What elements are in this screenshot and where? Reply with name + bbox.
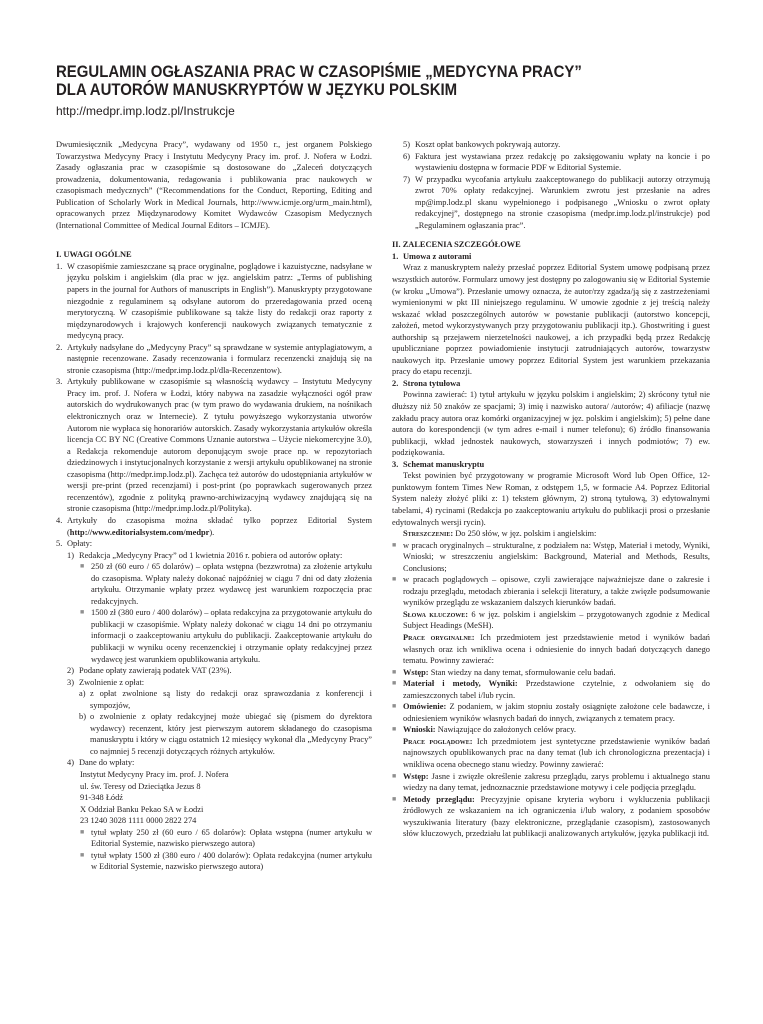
right-column (392, 139, 710, 840)
square-bullet-icon: ■ (392, 794, 397, 803)
square-bullet-icon: ■ (392, 575, 397, 584)
square-bullet-icon: ■ (80, 827, 85, 836)
square-bullet-icon: ■ (392, 540, 397, 549)
manuscript-paragraph: Tekst powinien być przygotowany w programie Microsoft Word lub Open Office, 12-punktowym fontem Times New Roman, z odstępem 1,5, w formacie A4. Poprzez Editorial System należy złożyć pliki z: 1) tekstem głównym, 2) stroną tytułową, 3) edytowalnymi tabelami, 4) rycinami (Redakcja po zaakceptowaniu artykułu do publikacji prosi o przesłanie edytowalnych wersji rycin). (392, 471, 710, 527)
subsection-heading: 1. Umowa z autorami (392, 251, 472, 261)
list-item: 2. Artykuły nadsyłane do „Medycyny Pracy” są sprawdzane w systemie antyplagiatowym, a następnie recenzowane. Zasady recenzowania i formularz recenzencki znajdują się na stronie czasopisma (http://medpr.imp.lodz.pl/dla-Recenzentow). (56, 342, 372, 375)
contract-paragraph: Wraz z manuskryptem należy przesłać poprzez Editorial System umowę podpisaną przez wszystkich autorów. Formularz umowy jest dostępny po zalogowaniu się w Editorial Systemie (w kroku „Umowa”). Przesłanie umowy oznacza, że autor/rzy zgadza/ją się z zastrzeżeniami wymienionymi w pkt III niniejszego regulaminu. W umowie zgodnie z jej treścią należy wskazać wkład poszczególnych autorów w powstanie publikacji (autorstwo koncepcji, założeń, metod wykorzystywanych przy przygotowaniu publikacji itp.). Ghostwriting i guest authorship są przejawem nierzetelności naukowej, a ich przypadki będą przez Redakcję upubliczniane poprzez powiadomienie instytucji zatrudniających autorów, towarzystw naukowych itp. Przesłanie umowy poprzez Editorial System jest warunkiem przekazania pracy do etapu recenzji. (392, 263, 710, 377)
square-bullet-icon: ■ (392, 702, 397, 711)
title-page-paragraph: Powinna zawierać: 1) tytuł artykułu w języku polskim i angielskim; 2) skrócony tytuł nie dłuższy niż 50 znaków ze spacjami; 3) imię i nazwisko autora/ /autorów; 4) afiliacje (nazwę zakładu pracy autora oraz komórki organizacyjnej w jęz. polskim i angielskim); 5) pełne dane autora do korespondencji (w tym adres e-mail i numer telefonu); 6) źródło finansowania publikacji, wkład jednostek naukowych, stowarzyszeń i innych podmiotów; 7) ew. podziękowania. (392, 390, 710, 458)
document-title (56, 63, 637, 99)
list-item: 3. Artykuły publikowane w czasopiśmie są własnością wydawcy – Instytutu Medycyny Pracy im. prof. J. Nofera w Łodzi, który nabywa na zasadzie wyłączności ogół praw autorskich do wydrukowanych prac (w tym prawo do wydawania drukiem, na nośnikach elektronicznych oraz w Internecie). Z tytułu powyższego wykorzystania utworów Autorom nie wypłaca się honorariów autorskich. Zasady wykorzystania artykułów określa licencja CC BY NC (Creative Commons Uznanie autorstwa – Użycie niekomercyjne 3.0), a Redakcja rekomenduje autorom deponującym swoje prace np. w repozytoriach dziedzinowych i instytucjonalnych korzystanie z wersji artykułu opublikowanej na stronie czasopisma (http://medpr.imp.lodz.pl). Zachęca też autorów do udostępniania artykułów w wersji pre-print (przed recenzjami) i post-print (po poprawkach sugerowanych przez recenzentów), zgodnie z polityką prawno-archiwizacyjną wydawcy znajdującą się na stronie czasopisma (http://medpr.imp.lodz.pl/Polityka). (56, 377, 372, 514)
editorial-system-link[interactable]: http://www.editorialsystem.com/medpr (69, 527, 210, 537)
fee-item: 3) Zwolnienie z opłat: (67, 677, 145, 687)
square-bullet-icon: ■ (392, 667, 397, 676)
payment-bullet: ■ tytuł wpłaty 250 zł (60 euro / 65 dolarów): Opłata wstępna (numer artykułu w Editorial Systemie, nazwisko pierwszego autora) (80, 827, 372, 849)
square-bullet-icon: ■ (80, 608, 85, 617)
list-item: 1. W czasopiśmie zamieszczane są prace oryginalne, poglądowe i kazuistyczne, nadsyłane w języku polskim i angielskim (dla prac w jęz. angielskim patrz: „Terms of publishing papers in the journal for Authors of manuscripts in English”). Manuskrypty przygotowane niezgodnie z regulaminem są odsyłane autorom do przeredagowania przed oceną merytoryczną. W czasopiśmie publikowane są także listy do redakcji oraz raporty z międzynarodowych i krajowych konferencji naukowych związanych tematycznie z medycyną pracy. (56, 261, 372, 341)
title-line-2: DLA AUTORÓW MANUSKRYPTÓW W JĘZYKU POLSKIM (56, 80, 458, 99)
fee-bullet: ■ 250 zł (60 euro / 65 dolarów) – opłata wstępna (bezzwrotna) za złożenie artykułu do czasopisma. Wpłaty należy dokonać najpóźniej w ciągu 7 dni od daty złożenia artykułu. Otrzymanie wpłaty przez wydawcę jest warunkiem rozpoczęcia prac redakcyjnych. (80, 562, 372, 606)
fee-item: 2) Podane opłaty zawierają podatek VAT (23%). (67, 666, 232, 676)
exemption-item: b) o zwolnienie z opłaty redakcyjnej może ubiegać się (pismem do dyrektora wydawcy) recenzent, który jest pierwszym autorem składanego do czasopisma manuskryptu i który w ciągu ostatnich 12 miesięcy wykonał dla „Medycyny Pracy” co najmniej 5 recenzji dotyczących różnych artykułów. (79, 712, 372, 756)
title-line-1: REGULAMIN OGŁASZANIA PRAC W CZASOPIŚMIE „MEDYCYNA PRACY” (56, 62, 582, 81)
abstract-paragraph: Streszczenie: Do 250 słów, w jęz. polskim i angielskim: (403, 529, 597, 539)
section-detailed-heading: II. ZALECENIA SZCZEGÓŁOWE (392, 240, 521, 250)
square-bullet-icon: ■ (80, 850, 85, 859)
original-bullet: ■ Wstęp: Stan wiedzy na dany temat, sformułowanie celu badań. (392, 667, 616, 677)
subsection-heading: 3. Schemat manuskryptu (392, 459, 485, 469)
fee-item: 7) W przypadku wycofania artykułu zaakceptowanego do publikacji autorzy otrzymują zwrot 70% opłaty redakcyjnej. Warunkiem zwrotu jest przesłanie na adres mp@imp.lodz.pl skanu wypełnionego i podpisanego „Wniosku o zwrot opłaty redakcyjnej”, dostępnego na stronie czasopisma (medpr.imp.lodz.pl/instrukcje) pod „Regulaminem ogłaszania prac”. (403, 174, 710, 230)
abstract-bullet: ■ w pracach poglądowych – opisowe, czyli zawierające najważniejsze dane o zakresie i rodzaju przeglądu, metodach zbierania i selekcji literatury, a także zwięzłe podsumowanie wyników przeglądu ze wskazaniem dalszych kierunków badań. (392, 575, 710, 608)
fee-item: 6) Faktura jest wystawiana przez redakcję po zaksięgowaniu wpłaty na koncie i po wystawieniu dostępna w formacie PDF w Editorial Systemie. (403, 151, 710, 173)
payment-address: Instytut Medycyny Pracy im. prof. J. Nofera ul. św. Teresy od Dzieciątka Jezus 8 91-348 Łódź X Oddział Banku Pekao SA w Łodzi 23 1240 3028 1111 0000 2822 274 (56, 769, 372, 827)
list-item: 4. Artykuły do czasopisma można składać tylko poprzez Editorial System (http://www.editorialsystem.com/medpr). (56, 515, 372, 537)
fee-item: 5) Koszt opłat bankowych pokrywają autorzy. (403, 140, 561, 149)
intro-paragraph: Dwumiesięcznik „Medycyna Pracy”, wydawany od 1950 r., jest organem Polskiego Towarzystwa Medycyny Pracy i Instytutu Medycyny Pracy im. prof. J. Nofera w Łodzi. Zasady ogłaszania prac w czasopiśmie są dostosowane do „Zaleceń dotyczących prowadzenia, dokumentowania, redagowania i publikowania prac naukowych w czasopismach medycznych” (“Recommendations for the Conduct, Reporting, Editing and Publication of Scholarly Work in Medical Journals, http://www.icmje.org/urm_main.html), opracowanych przez Międzynarodowy Komitet Wydawców Czasopism Medycznych (International Committee of Medical Journal Editors – ICMJE). (56, 140, 372, 230)
original-bullet: ■ Wnioski: Nawiązujące do założonych celów pracy. (392, 725, 576, 735)
review-bullet: ■ Wstęp: Jasne i zwięzłe określenie zakresu przeglądu, zarys problemu i aktualnego stanu wiedzy na dany temat, jednoznacznie przedstawione motywy i cele podjęcia przeglądu. (392, 771, 710, 793)
exemption-item: a) z opłat zwolnione są listy do redakcji oraz sprawozdania z konferencji i sympozjów, (79, 689, 372, 710)
list-item: 5. Opłaty: (56, 539, 93, 549)
section-general-heading: I. UWAGI OGÓLNE (56, 250, 132, 260)
keywords-paragraph: Słowa kluczowe: 6 w jęz. polskim i angielskim – przygotowanych zgodnie z Medical Subject Headings (MeSH). (403, 609, 710, 631)
original-papers-paragraph: Prace oryginalne: Ich przedmiotem jest przedstawienie metod i wyników badań własnych oraz ich wnikliwa ocena i odniesienie do innych badań dotyczących danego tematu. Powinny zawierać: (403, 632, 710, 666)
original-bullet: ■ Omówienie: Z podaniem, w jakim stopniu zostały osiągnięte założone cele badawcze, i odniesieniem wyników własnych badań do innych, związanych z tematem pracy. (392, 702, 710, 723)
payment-bullet: ■ tytuł wpłaty 1500 zł (380 euro / 400 dolarów): Opłata redakcyjna (numer artykułu w Editorial Systemie, nazwisko pierwszego autora) (80, 850, 372, 872)
review-bullet: ■ Metody przeglądu: Precyzyjnie opisane kryteria wyboru i wykluczenia publikacji źródłowych ze wskazaniem na ich ograniczenia i/lub walory, z podaniem sposobów wyszukiwania literatury (bazy elektroniczne, przeglądanie czasopism), zastosowanych słów kluczowych, przedziału lat publikacji analizowanych artykułów, języka publikacji itd. (392, 794, 711, 839)
fee-bullet: ■ 1500 zł (380 euro / 400 dolarów) – opłata redakcyjna za przygotowanie artykułu do publikacji w czasopiśmie. Wpłaty należy dokonać w ciągu 14 dni po otrzymaniu informacji o zaakceptowaniu artykułu do publikacji. Zaakceptowanie artykułu do publikacji w wyniku oceny recenzenckiej i otrzymanie opłaty redakcyjnej przez wydawcę jest warunkiem opublikowania artykułu. (80, 608, 372, 664)
instructions-url[interactable]: http://medpr.imp.lodz.pl/Instrukcje (56, 104, 235, 118)
bank-account-number: 23 1240 3028 1111 0000 2822 274 (80, 816, 197, 826)
fee-item: 1) Redakcja „Medycyny Pracy” od 1 kwietnia 2016 r. pobiera od autorów opłaty: (67, 550, 343, 560)
left-column (56, 139, 372, 873)
abstract-bullet: ■ w pracach oryginalnych – strukturalne, z podziałem na: Wstęp, Materiał i metody, Wyniki, Wnioski; w streszczeniu angielskim: Background, Material and Methods, Results, Conclusions; (392, 540, 710, 573)
fee-item: 4) Dane do wpłaty: (67, 758, 135, 768)
subsection-heading: 2. Strona tytułowa (392, 378, 461, 388)
original-bullet: ■ Materiał i metody, Wyniki: Przedstawione czytelnie, z odwołaniem się do zamieszczonych tabel i/lub rycin. (392, 679, 710, 700)
square-bullet-icon: ■ (392, 679, 397, 688)
square-bullet-icon: ■ (392, 725, 397, 734)
square-bullet-icon: ■ (392, 771, 397, 780)
square-bullet-icon: ■ (80, 562, 85, 571)
review-papers-paragraph: Prace poglądowe: Ich przedmiotem jest syntetyczne przedstawienie wyników badań najnowszych opublikowanych prac na dany temat (lub ich chronologiczna prezentacja) i wnikliwa ocena obecnego stanu wiedzy. Powinny zawierać: (403, 736, 710, 769)
